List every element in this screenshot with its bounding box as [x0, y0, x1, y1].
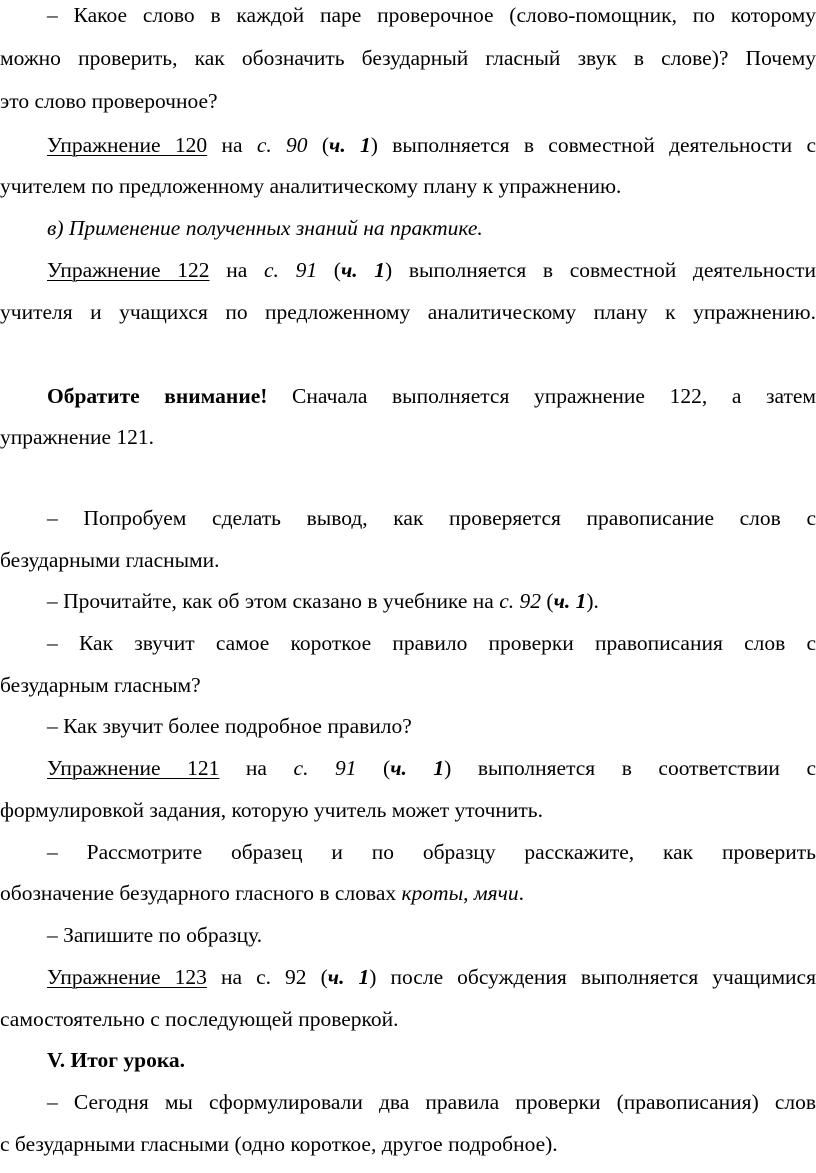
detailed-rule-question: – Как звучит более подробное правило?	[47, 714, 412, 738]
exercise-120-line-1	[0, 132, 816, 158]
conclusion-prompt-line-1: – Попробуем сделать вывод, как проверяется правописание слов с	[47, 506, 816, 530]
text-fragment: )	[370, 133, 378, 157]
text-fragment: (	[317, 258, 341, 282]
write-by-sample: – Запишите по образцу.	[47, 923, 263, 947]
text-fragment: (	[541, 589, 554, 613]
section-heading-summary: V. Итог урока.	[47, 1048, 186, 1072]
page-ref: с. 91	[263, 258, 318, 282]
text-fragment: на	[219, 756, 294, 780]
text-fragment: обозначение безударного гласного в словах	[0, 881, 402, 905]
text-fragment: выполняется в соответствии с	[451, 756, 816, 780]
example-word: кроты	[401, 881, 464, 905]
exercise-122-line-1	[0, 257, 816, 283]
attention-note-line-1	[0, 383, 816, 409]
text-fragment: – Прочитайте, как об этом сказано в учебнике на	[47, 589, 500, 613]
page-ref: с. 92	[499, 589, 542, 613]
short-rule-question-line-2: безударным гласным?	[0, 673, 201, 697]
part-ref: ч. 1	[340, 258, 386, 282]
text-fragment: (	[307, 133, 330, 157]
exercise-123-label: Упражнение 123	[47, 965, 207, 989]
text-fragment: ,	[463, 881, 474, 905]
conclusion-prompt-line-2: безударными гласными.	[0, 548, 220, 572]
page-ref: с. 90	[256, 133, 308, 157]
text-fragment: ).	[586, 589, 599, 613]
exercise-121-line-2: формулировкой задания, которую учитель может уточнить.	[0, 798, 543, 822]
text-fragment: на	[207, 133, 257, 157]
text-fragment: на с. 92 (	[206, 965, 328, 989]
attention-note-line-2: упражнение 121.	[0, 425, 155, 449]
exercise-120-line-2: учителем по предложенному аналитическому плану к упражнению.	[0, 174, 622, 198]
exercise-122-line-2: учителя и учащихся по предложенному аналитическому плану к упражнению.	[0, 300, 816, 324]
sample-instruction-line-2	[0, 880, 816, 906]
text-fragment: .	[518, 881, 525, 905]
part-ref: ч. 1	[327, 965, 370, 989]
summary-line-1: – Сегодня мы сформулировали два правила проверки (правописания) слов	[47, 1090, 816, 1114]
text-fragment: выполняется в совместной деятельности с	[377, 133, 816, 157]
text-fragment: выполняется в совместной деятельности	[392, 258, 816, 282]
text-fragment: Сначала выполняется упражнение 122, а затем	[267, 384, 816, 408]
short-rule-question-line-1: – Как звучит самое короткое правило проверки правописания слов с	[47, 631, 816, 655]
paragraph-question-line-3: это слово проверочное?	[0, 89, 218, 113]
text-fragment: (	[356, 756, 391, 780]
exercise-122-label: Упражнение 122	[47, 258, 210, 282]
attention-label: Обратите внимание!	[47, 384, 268, 408]
exercise-123-line-1	[0, 964, 816, 990]
page-ref: с. 91	[293, 756, 357, 780]
part-ref: ч. 1	[390, 756, 445, 780]
exercise-121-label: Упражнение 121	[47, 756, 220, 780]
text-fragment: )	[385, 258, 393, 282]
section-heading-practice: в) Применение полученных знаний на практике.	[47, 216, 483, 240]
exercise-123-line-2: самостоятельно с последующей проверкой.	[0, 1007, 399, 1031]
paragraph-question-line-1: – Какое слово в каждой паре проверочное (слово-помощник, по которому	[47, 3, 816, 27]
part-ref: ч. 1	[553, 589, 587, 613]
sample-instruction-line-1: – Рассмотрите образец и по образцу расскажите, как проверить	[47, 840, 816, 864]
example-word: мячи	[473, 881, 519, 905]
exercise-121-line-1	[0, 755, 816, 781]
part-ref: ч. 1	[329, 133, 371, 157]
summary-line-2: с безударными гласными (одно короткое, другое подробное).	[0, 1132, 558, 1156]
text-fragment: )	[444, 756, 452, 780]
text-fragment: на	[209, 258, 264, 282]
exercise-120-label: Упражнение 120	[47, 133, 208, 157]
text-fragment: ) после обсуждения выполняется учащимися	[369, 965, 816, 989]
read-textbook-line	[0, 588, 816, 614]
paragraph-question-line-2: можно проверить, как обозначить безударный гласный звук в слове)? Почему	[0, 46, 816, 70]
